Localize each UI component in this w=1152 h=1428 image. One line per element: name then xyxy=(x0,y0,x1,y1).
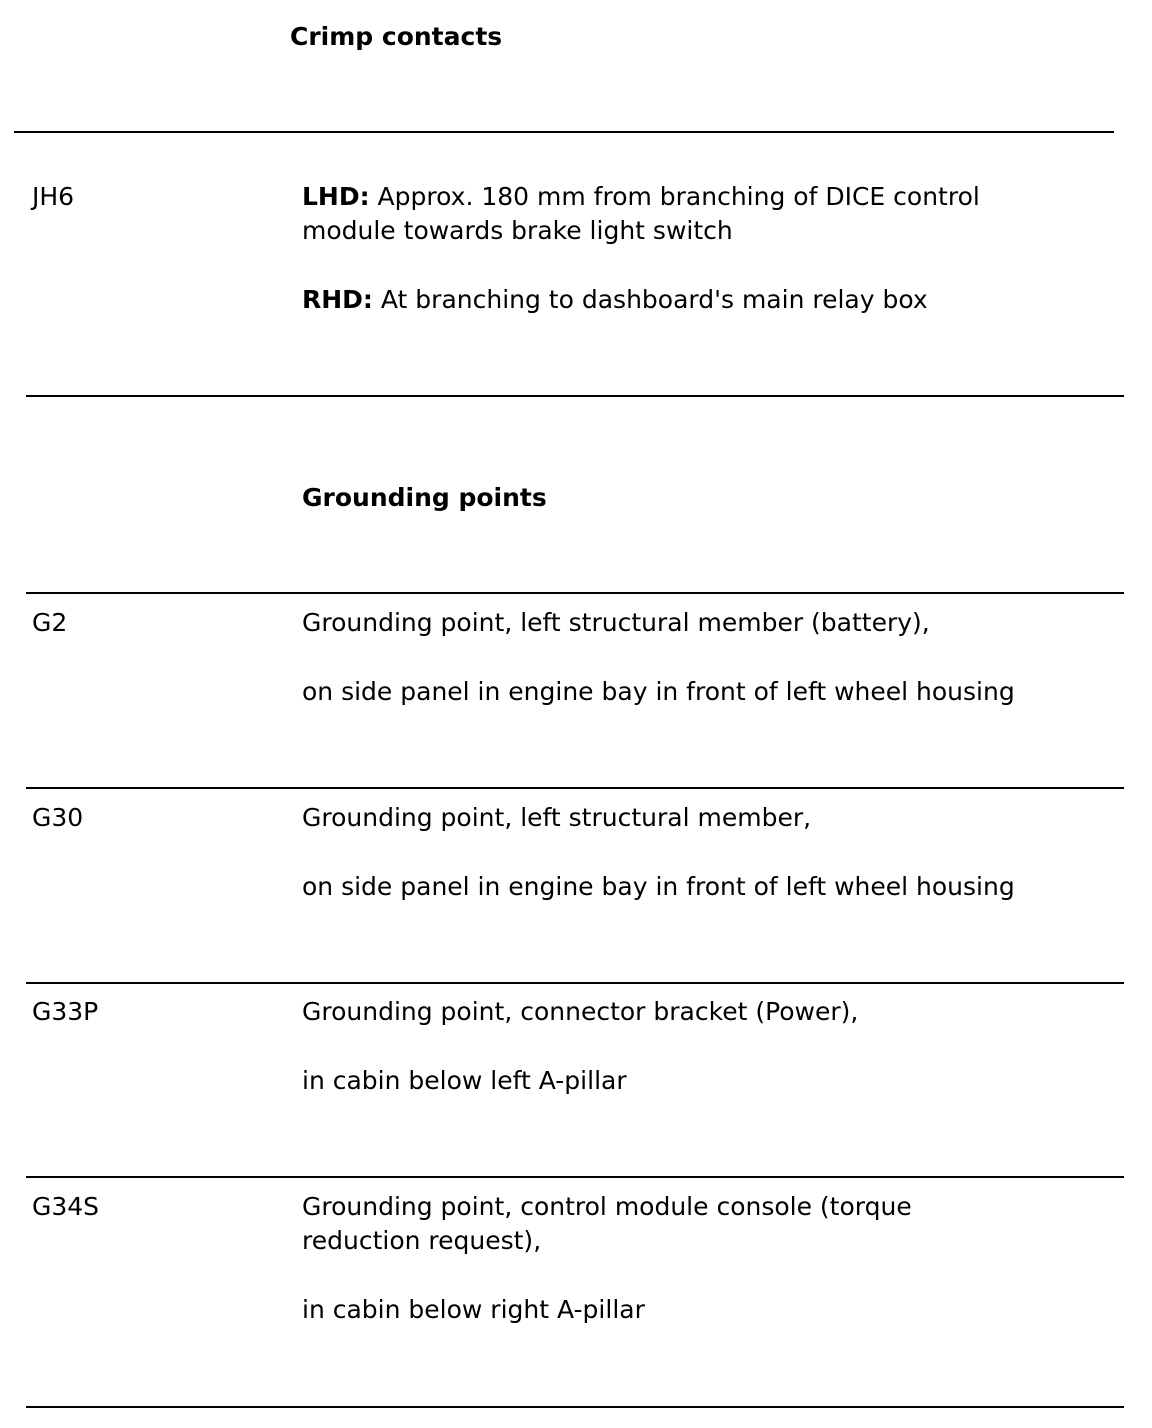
crimp-contacts-heading: Crimp contacts xyxy=(290,22,503,51)
entry-line: in cabin below left A-pillar xyxy=(302,1066,627,1095)
entry-code: G2 xyxy=(32,608,68,637)
divider xyxy=(26,592,1124,594)
entry-line-lhd xyxy=(302,180,980,214)
entry-line: module towards brake light switch xyxy=(302,216,733,245)
divider xyxy=(26,1406,1124,1408)
entry-line-rhd xyxy=(302,283,928,317)
entry-line: on side panel in engine bay in front of left wheel housing xyxy=(302,872,1015,901)
divider xyxy=(26,982,1124,984)
entry-line: on side panel in engine bay in front of left wheel housing xyxy=(302,677,1015,706)
divider xyxy=(14,131,1114,133)
lhd-label: LHD: xyxy=(302,182,370,211)
entry-line: Grounding point, connector bracket (Power), xyxy=(302,997,859,1026)
entry-line: in cabin below right A-pillar xyxy=(302,1295,645,1324)
entry-line: Grounding point, left structural member (battery), xyxy=(302,608,930,637)
entry-line: Grounding point, control module console (torque xyxy=(302,1192,912,1221)
lhd-text: Approx. 180 mm from branching of DICE control xyxy=(369,182,980,211)
entry-line: Grounding point, left structural member, xyxy=(302,803,812,832)
divider xyxy=(26,787,1124,789)
entry-code: G30 xyxy=(32,803,84,832)
rhd-text: At branching to dashboard's main relay box xyxy=(372,285,928,314)
entry-line: reduction request), xyxy=(302,1226,542,1255)
divider xyxy=(26,395,1124,397)
entry-code: G33P xyxy=(32,997,99,1026)
entry-code: G34S xyxy=(32,1192,100,1221)
grounding-points-heading: Grounding points xyxy=(302,483,547,512)
entry-code: JH6 xyxy=(32,182,75,211)
rhd-label: RHD: xyxy=(302,285,373,314)
divider xyxy=(26,1176,1124,1178)
